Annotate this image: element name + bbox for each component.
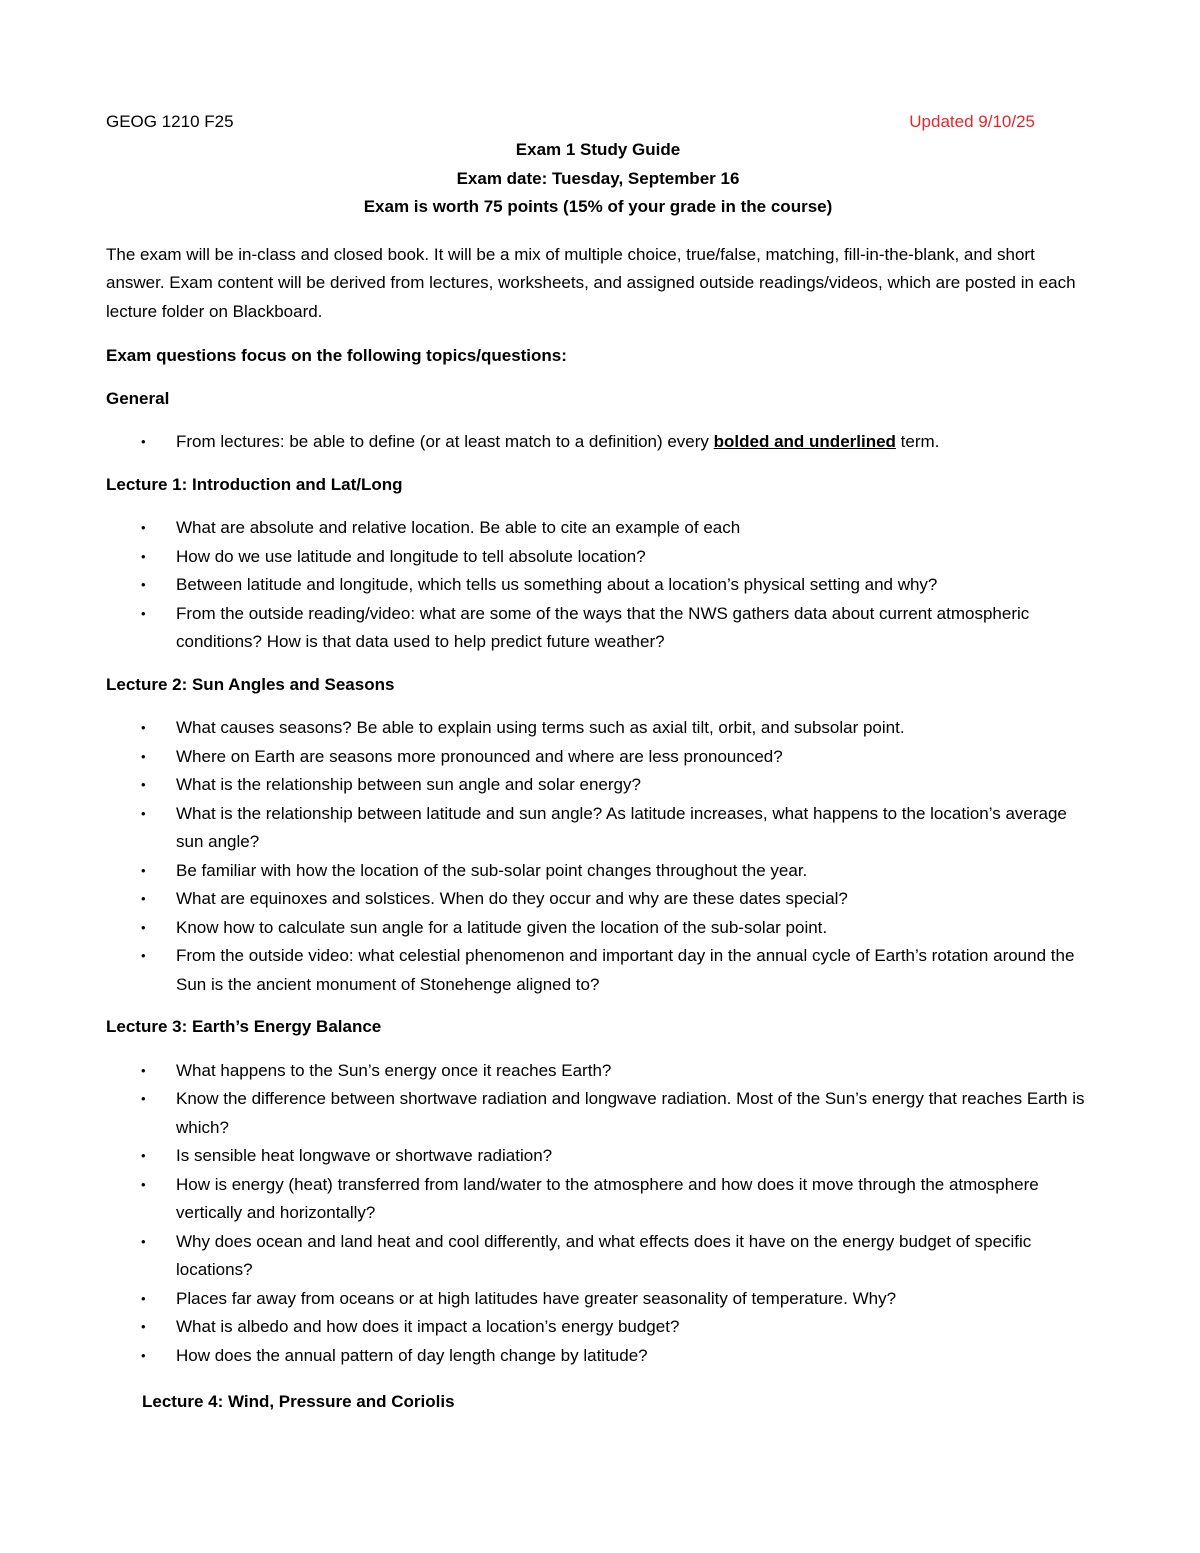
list-item-text: How does the annual pattern of day length change by latitude?	[176, 1345, 648, 1365]
bullet-icon: •	[141, 605, 146, 621]
bullet-icon: •	[141, 748, 146, 764]
bullet-icon: •	[141, 1062, 146, 1078]
list-item	[106, 1313, 1096, 1342]
general-list	[106, 428, 1096, 457]
list-item-text: What are equinoxes and solstices. When do they occur and why are these dates special?	[176, 889, 848, 908]
intro-paragraph: The exam will be in-class and closed book. It will be a mix of multiple choice, true/false, matching, fill-in-the-blank, and short answer. Exam content will be derived from lectures, worksheets, and assigned outside readings/videos, which are posted in each lecture folder on Blackboard.	[106, 244, 1076, 321]
list-item-text: Know how to calculate sun angle for a latitude given the location of the sub-solar point.	[176, 917, 828, 937]
bullet-icon: •	[141, 891, 146, 906]
lecture2-heading: Lecture 2: Sun Angles and Seasons	[106, 674, 395, 694]
page-header	[106, 108, 1035, 136]
list-item	[106, 1342, 1096, 1371]
course-code: GEOG 1210 F25	[106, 112, 234, 131]
list-item-text: What is albedo and how does it impact a location’s energy budget?	[176, 1317, 680, 1336]
document-page	[106, 108, 1096, 1417]
bullet-icon: •	[141, 777, 146, 792]
lecture1-list	[106, 514, 1096, 657]
list-item	[106, 571, 1096, 600]
list-item	[106, 1142, 1096, 1171]
list-item	[106, 600, 1096, 657]
bullet-icon: •	[141, 577, 146, 592]
bullet-icon: •	[141, 1148, 146, 1163]
bullet-icon: •	[141, 1091, 146, 1106]
updated-date: Updated 9/10/25	[909, 112, 1035, 131]
lecture3-heading: Lecture 3: Earth’s Energy Balance	[106, 1017, 382, 1036]
bullet-icon: •	[141, 1347, 146, 1363]
list-item	[106, 1285, 1096, 1314]
bullet-icon: •	[141, 548, 146, 564]
list-item	[106, 543, 1096, 572]
bullet-icon: •	[141, 948, 146, 963]
bullet-icon: •	[141, 1290, 146, 1306]
exam-date: Exam date: Tuesday, September 16	[456, 168, 740, 188]
list-item	[106, 885, 1096, 914]
list-item	[106, 771, 1096, 800]
list-item	[106, 743, 1096, 772]
list-item	[106, 942, 1096, 999]
list-item-text: How do we use latitude and longitude to tell absolute location?	[176, 546, 646, 566]
list-item-text: What happens to the Sun’s energy once it reaches Earth?	[176, 1060, 612, 1080]
bullet-icon: •	[141, 720, 146, 735]
list-item-text: How is energy (heat) transferred from land/water to the atmosphere and how does it move through the atmosphere vertically and horizontally?	[176, 1174, 1039, 1222]
lecture1-heading: Lecture 1: Introduction and Lat/Long	[106, 474, 403, 494]
bullet-icon: •	[141, 1176, 146, 1192]
bullet-icon: •	[141, 1233, 146, 1249]
list-item-text: What causes seasons? Be able to explain using terms such as axial tilt, orbit, and subsolar point.	[176, 718, 905, 737]
bullet-icon: •	[141, 862, 146, 878]
list-item	[106, 800, 1096, 857]
bullet-icon: •	[141, 919, 146, 935]
list-item-text: Why does ocean and land heat and cool differently, and what effects does it have on the energy budget of specific locations?	[176, 1231, 1032, 1279]
list-item-text: From the outside reading/video: what are some of the ways that the NWS gathers data about current atmospheric conditions? How is that data used to help predict future weather?	[176, 603, 1030, 651]
general-item-end: term.	[895, 432, 940, 451]
list-item-text: What is the relationship between sun angle and solar energy?	[176, 775, 641, 794]
list-item-text: Know the difference between shortwave radiation and longwave radiation. Most of the Sun’s energy that reaches Earth is which?	[176, 1089, 1085, 1137]
list-item-text: Places far away from oceans or at high latitudes have greater seasonality of temperature. Why?	[176, 1288, 897, 1308]
bullet-icon: •	[141, 1319, 146, 1334]
list-item-text: Where on Earth are seasons more pronounced and where are less pronounced?	[176, 746, 783, 766]
title-block	[103, 136, 1093, 222]
exam-worth: Exam is worth 75 points (15% of your grade in the course)	[363, 197, 833, 216]
focus-heading: Exam questions focus on the following topics/questions:	[106, 346, 567, 365]
list-item	[106, 1085, 1096, 1142]
list-item	[106, 857, 1096, 886]
list-item	[106, 914, 1096, 943]
list-item-text: Between latitude and longitude, which tells us something about a location’s physical setting and why?	[176, 575, 938, 594]
list-item	[106, 514, 1096, 543]
list-item	[106, 428, 1096, 457]
lecture3-list	[106, 1057, 1096, 1371]
list-item-text: From the outside video: what celestial phenomenon and important day in the annual cycle of Earth’s rotation around the Sun is the ancient monument of Stonehenge aligned to?	[176, 946, 1075, 994]
general-heading: General	[106, 388, 170, 408]
guide-title: Exam 1 Study Guide	[515, 140, 681, 159]
list-item	[106, 714, 1096, 743]
list-item-text: Is sensible heat longwave or shortwave radiation?	[176, 1146, 553, 1165]
lecture4-heading: Lecture 4: Wind, Pressure and Coriolis	[142, 1392, 455, 1411]
bolded-underlined-term: bolded and underlined	[713, 432, 896, 451]
general-item-text: From lectures: be able to define (or at least match to a definition) every	[176, 432, 714, 451]
bullet-icon: •	[141, 805, 146, 821]
bullet-icon: •	[141, 434, 146, 449]
list-item-text: What is the relationship between latitude and sun angle? As latitude increases, what happens to the location’s average sun angle?	[176, 803, 1067, 851]
lecture2-list	[106, 714, 1096, 999]
bullet-icon: •	[141, 520, 146, 535]
list-item-text: Be familiar with how the location of the sub-solar point changes throughout the year.	[176, 860, 808, 880]
list-item	[106, 1228, 1096, 1285]
list-item	[106, 1057, 1096, 1086]
list-item-text: What are absolute and relative location. Be able to cite an example of each	[176, 518, 741, 537]
list-item	[106, 1171, 1096, 1228]
